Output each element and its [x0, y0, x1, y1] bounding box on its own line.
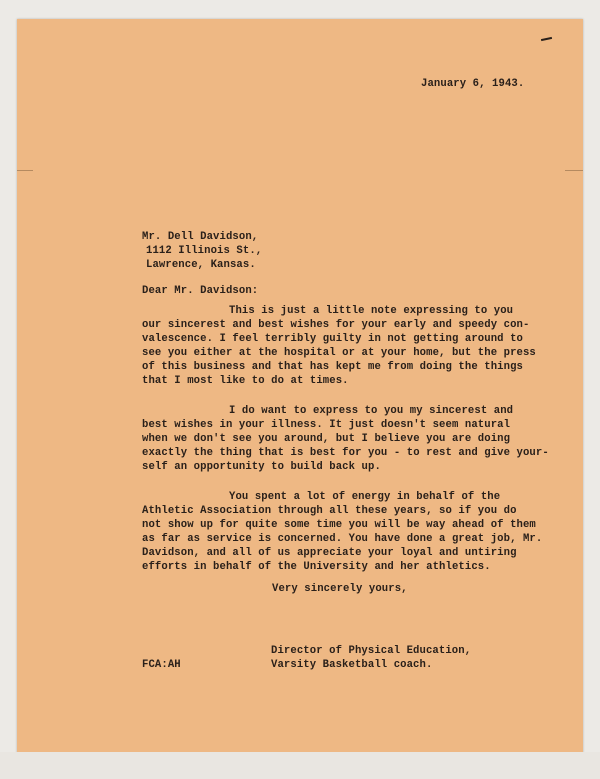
paragraph-3-line-2: Athletic Association through all these years, so if you do — [142, 505, 517, 517]
recipient-city: Lawrence, Kansas. — [146, 259, 256, 271]
recipient-name: Mr. Dell Davidson, — [142, 231, 259, 243]
paragraph-2-line-3: when we don't see you around, but I believe you are doing — [142, 433, 511, 445]
typist-initials: FCA:AH — [142, 659, 181, 671]
paragraph-1-line-4: see you either at the hospital or at your home, but the press — [142, 347, 536, 359]
paragraph-3-line-1: You spent a lot of energy in behalf of the — [229, 491, 501, 503]
bottom-strip — [0, 752, 600, 779]
paragraph-3-line-3: not show up for quite some time you will be way ahead of them — [142, 519, 536, 531]
right-margin-mark — [565, 170, 583, 171]
signature-title-line-2: Varsity Basketball coach. — [271, 659, 433, 671]
paragraph-1-line-6: that I most like to do at times. — [142, 375, 349, 387]
recipient-street: 1112 Illinois St., — [146, 245, 263, 257]
paragraph-1-line-3: valescence. I feel terribly guilty in not getting around to — [142, 333, 523, 345]
paragraph-2-line-4: exactly the thing that is best for you - to rest and give your- — [142, 447, 549, 459]
signature-title-line-1: Director of Physical Education, — [271, 645, 472, 657]
paragraph-2-line-5: self an opportunity to build back up. — [142, 461, 381, 473]
paragraph-1-line-2: our sincerest and best wishes for your early and speedy con- — [142, 319, 530, 331]
paragraph-3-line-5: Davidson, and all of us appreciate your loyal and untiring — [142, 547, 517, 559]
paragraph-3-line-6: efforts in behalf of the University and her athletics. — [142, 561, 491, 573]
closing: Very sincerely yours, — [272, 583, 408, 595]
paragraph-1-line-1: This is just a little note expressing to you — [229, 305, 514, 317]
letter-date: January 6, 1943. — [421, 78, 525, 90]
paragraph-3-line-4: as far as service is concerned. You have done a great job, Mr. — [142, 533, 543, 545]
paragraph-2-line-2: best wishes in your illness. It just doesn't seem natural — [142, 419, 511, 431]
paragraph-2-line-1: I do want to express to you my sincerest and — [229, 405, 514, 417]
salutation: Dear Mr. Davidson: — [142, 285, 259, 297]
paragraph-1-line-5: of this business and that has kept me from doing the things — [142, 361, 523, 373]
left-margin-mark — [17, 170, 33, 171]
